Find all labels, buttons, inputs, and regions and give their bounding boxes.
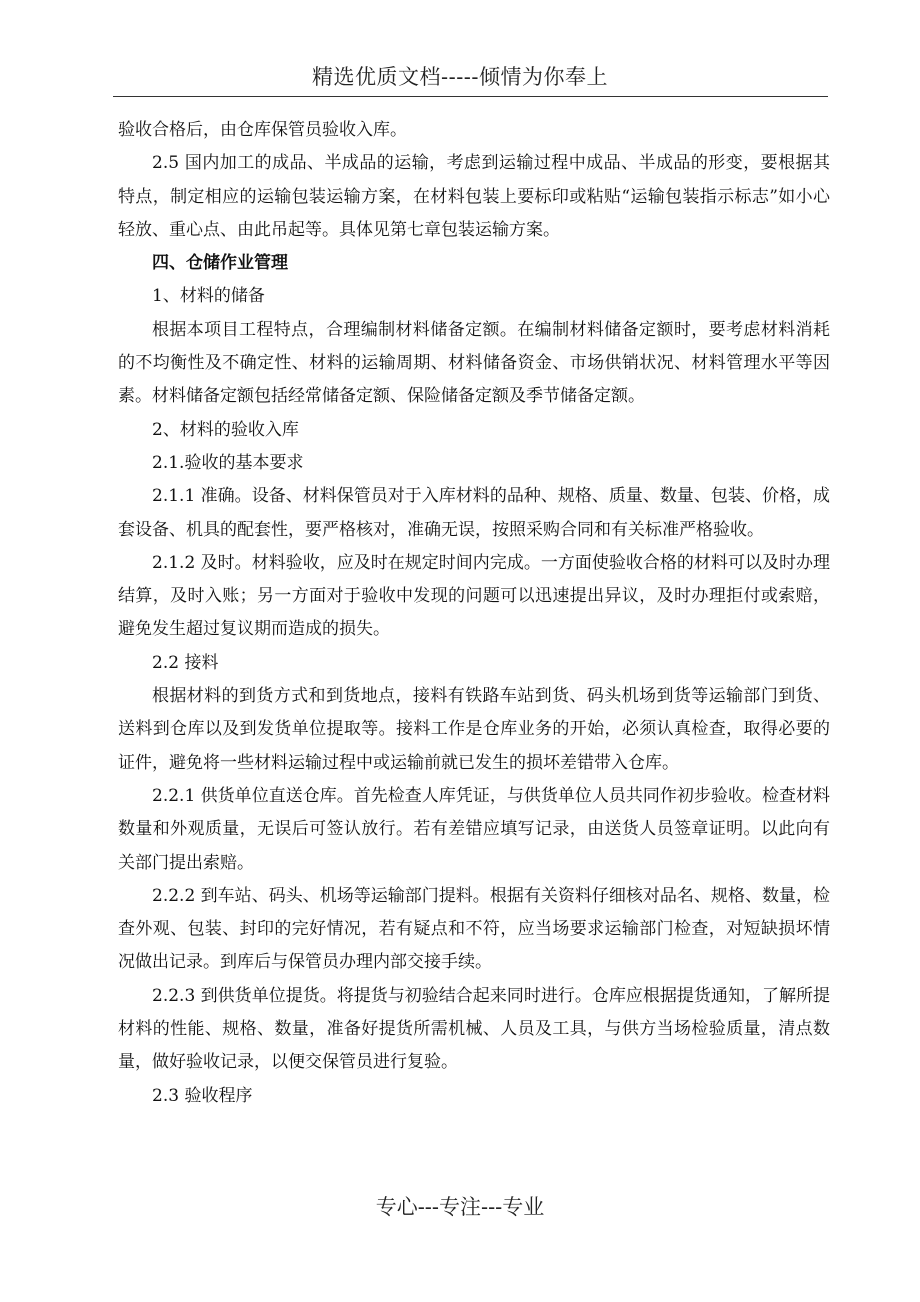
- paragraph-2-1-1-accurate: 2.1.1 准确。设备、材料保管员对于入库材料的品种、规格、质量、数量、包装、价格，成套设备、机具的配套性，要严格核对，准确无误，按照采购合同和有关标准严格验收。: [118, 486, 830, 540]
- subheading-2-3-acceptance-procedure: 2.3 验收程序: [152, 1085, 253, 1106]
- subheading-2-1-basic-requirements: 2.1.验收的基本要求: [152, 452, 304, 473]
- subheading-acceptance-storage: 2、材料的验收入库: [152, 419, 299, 440]
- page-footer: 专心---专注---专业: [375, 1195, 545, 1219]
- paragraph-2-2-1-direct-delivery: 2.2.1 供货单位直送仓库。首先检查人库凭证，与供货单位人员共同作初步验收。检查材料数量和外观质量，无误后可签认放行。若有差错应填写记录，由送货人员签章证明。以此向有关部门提出索赔。: [118, 785, 830, 873]
- subheading-material-reserve: 1、材料的储备: [152, 286, 265, 307]
- paragraph-2-5-transport: 2.5 国内加工的成品、半成品的运输，考虑到运输过程中成品、半成品的形变，要根据其特点，制定相应的运输包装运输方案，在材料包装上要标印或粘贴“运输包装指示标志”如小心轻放、重心点、由此吊起等。具体见第七章包装运输方案。: [118, 153, 830, 240]
- paragraph-2-2-3-supplier-pickup: 2.2.3 到供货单位提货。将提货与初验结合起来同时进行。仓库应根据提货通知，了解所提材料的性能、规格、数量，准备好提货所需机械、人员及工具，与供方当场检验质量，清点数量，做好验收记录，以便交保管员进行复验。: [118, 985, 830, 1073]
- header-divider: [113, 96, 828, 97]
- paragraph-reserve-quota: 根据本项目工程特点，合理编制材料储备定额。在编制材料储备定额时，要考虑材料消耗的不均衡性及不确定性、材料的运输周期、材料储备资金、市场供销状况、材料管理水平等因素。材料储备定额包括经常储备定额、保险储备定额及季节储备定额。: [118, 319, 830, 407]
- section-heading-warehouse-management: 四、仓储作业管理: [152, 253, 288, 274]
- paragraph-acceptance-continued: 验收合格后，由仓库保管员验收入库。: [118, 120, 407, 140]
- paragraph-receiving-methods: 根据材料的到货方式和到货地点，接料有铁路车站到货、码头机场到货等运输部门到货、送料到仓库以及到发货单位提取等。接料工作是仓库业务的开始，必须认真检查，取得必要的证件，避免将一些材料运输过程中或运输前就已发生的损坏差错带入仓库。: [118, 686, 830, 773]
- page-header: 精选优质文档-----倾情为你奉上: [312, 65, 608, 89]
- paragraph-2-1-2-timely: 2.1.2 及时。材料验收，应及时在规定时间内完成。一方面使验收合格的材料可以及时办理结算，及时入账；另一方面对于验收中发现的问题可以迅速提出异议，及时办理拒付或索赔，避免发生超过复议期而造成的损失。: [118, 552, 830, 640]
- paragraph-2-2-2-transport-pickup: 2.2.2 到车站、码头、机场等运输部门提料。根据有关资料仔细核对品名、规格、数量，检查外观、包装、封印的完好情况，若有疑点和不符，应当场要求运输部门检查，对短缺损坏情况做出记录。到库后与保管员办理内部交接手续。: [118, 885, 830, 973]
- subheading-2-2-receiving: 2.2 接料: [152, 652, 219, 673]
- document-body: [118, 114, 830, 1113]
